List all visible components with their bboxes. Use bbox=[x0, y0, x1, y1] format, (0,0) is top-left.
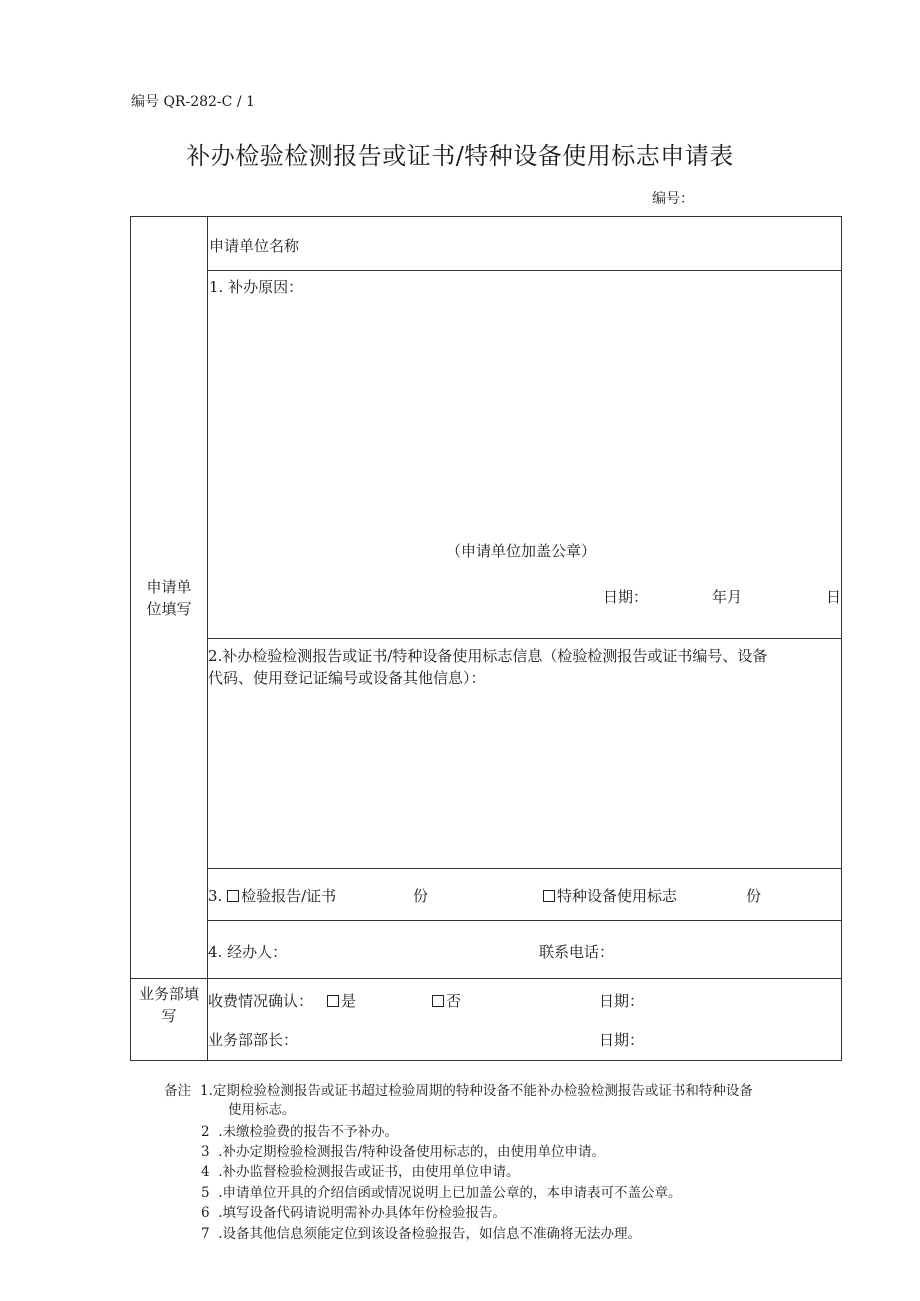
note-3: 3 .补办定期检验检测报告/特种设备使用标志的，由使用单位申请。 bbox=[201, 1144, 606, 1160]
business-date-label: 日期： bbox=[599, 992, 645, 1010]
seal-note: （申请单位加盖公章） bbox=[446, 542, 597, 560]
mark-option bbox=[543, 885, 677, 906]
note-1-continued: 使用标志。 bbox=[228, 1102, 296, 1118]
note-1: 1.定期检验检测报告或证书超过检验周期的特种设备不能补办检验检测报告或证书和特种设备 bbox=[200, 1083, 753, 1099]
report-option-label: 检验报告/证书 bbox=[241, 887, 337, 905]
fee-no-option: 否 bbox=[432, 990, 461, 1011]
row-divider bbox=[207, 920, 842, 921]
fee-yes-checkbox[interactable] bbox=[327, 995, 339, 1007]
year-month-label: 年月 bbox=[712, 588, 743, 606]
item3-row: 3. 检验报告/证书 bbox=[208, 887, 337, 905]
report-copies-label: 份 bbox=[413, 887, 429, 905]
date-label: 日期： bbox=[603, 588, 649, 606]
fee-yes-option: 是 bbox=[327, 990, 356, 1011]
note-2: 2 .未缴检验费的报告不予补办。 bbox=[201, 1124, 398, 1140]
dept-head-date-label: 日期： bbox=[599, 1031, 645, 1049]
applicant-unit-name-label: 申请单位名称 bbox=[209, 237, 300, 255]
phone-label: 联系电话： bbox=[539, 943, 615, 961]
mark-checkbox[interactable] bbox=[543, 890, 555, 902]
row-divider bbox=[207, 868, 842, 869]
row-divider bbox=[207, 638, 842, 639]
report-checkbox[interactable] bbox=[227, 890, 239, 902]
note-5: 5 .申请单位开具的介绍信函或情况说明上已加盖公章的，本申请表可不盖公章。 bbox=[201, 1185, 682, 1201]
form-title: 补办检验检测报告或证书/特种设备使用标志申请表 bbox=[186, 142, 734, 170]
reason-label: 1. 补办原因： bbox=[209, 278, 304, 296]
fee-no-checkbox[interactable] bbox=[432, 995, 444, 1007]
row-divider bbox=[207, 270, 842, 271]
note-6: 6 .填写设备代码请说明需补办具体年份检验报告。 bbox=[201, 1205, 506, 1221]
note-4: 4 .补办监督检验检测报告或证书，由使用单位申请。 bbox=[201, 1164, 520, 1180]
mark-option-label: 特种设备使用标志 bbox=[557, 887, 678, 905]
mark-copies-label: 份 bbox=[746, 887, 762, 905]
dept-head-label: 业务部部长： bbox=[208, 1031, 299, 1049]
fee-confirm-label: 收费情况确认： bbox=[208, 992, 314, 1010]
serial-number-label: 编号： bbox=[652, 191, 694, 207]
business-section-label: 业务部填 写 bbox=[138, 985, 199, 1025]
document-code: 编号 QR-282-C / 1 bbox=[131, 94, 255, 110]
info-label-line2: 代码、使用登记证编号或设备其他信息）： bbox=[208, 669, 486, 687]
notes-prefix: 备注 bbox=[164, 1083, 191, 1099]
applicant-section-label: 申请单 位填写 bbox=[146, 578, 192, 618]
section-divider bbox=[130, 978, 842, 979]
info-label-line1: 2.补办检验检测报告或证书/特种设备使用标志信息（检验检测报告或证书编号、设备 bbox=[208, 647, 768, 665]
note-7: 7 .设备其他信息须能定位到该设备检验报告，如信息不准确将无法办理。 bbox=[201, 1226, 641, 1242]
operator-label: 4. 经办人： bbox=[208, 943, 288, 961]
day-label: 日 bbox=[826, 588, 842, 606]
